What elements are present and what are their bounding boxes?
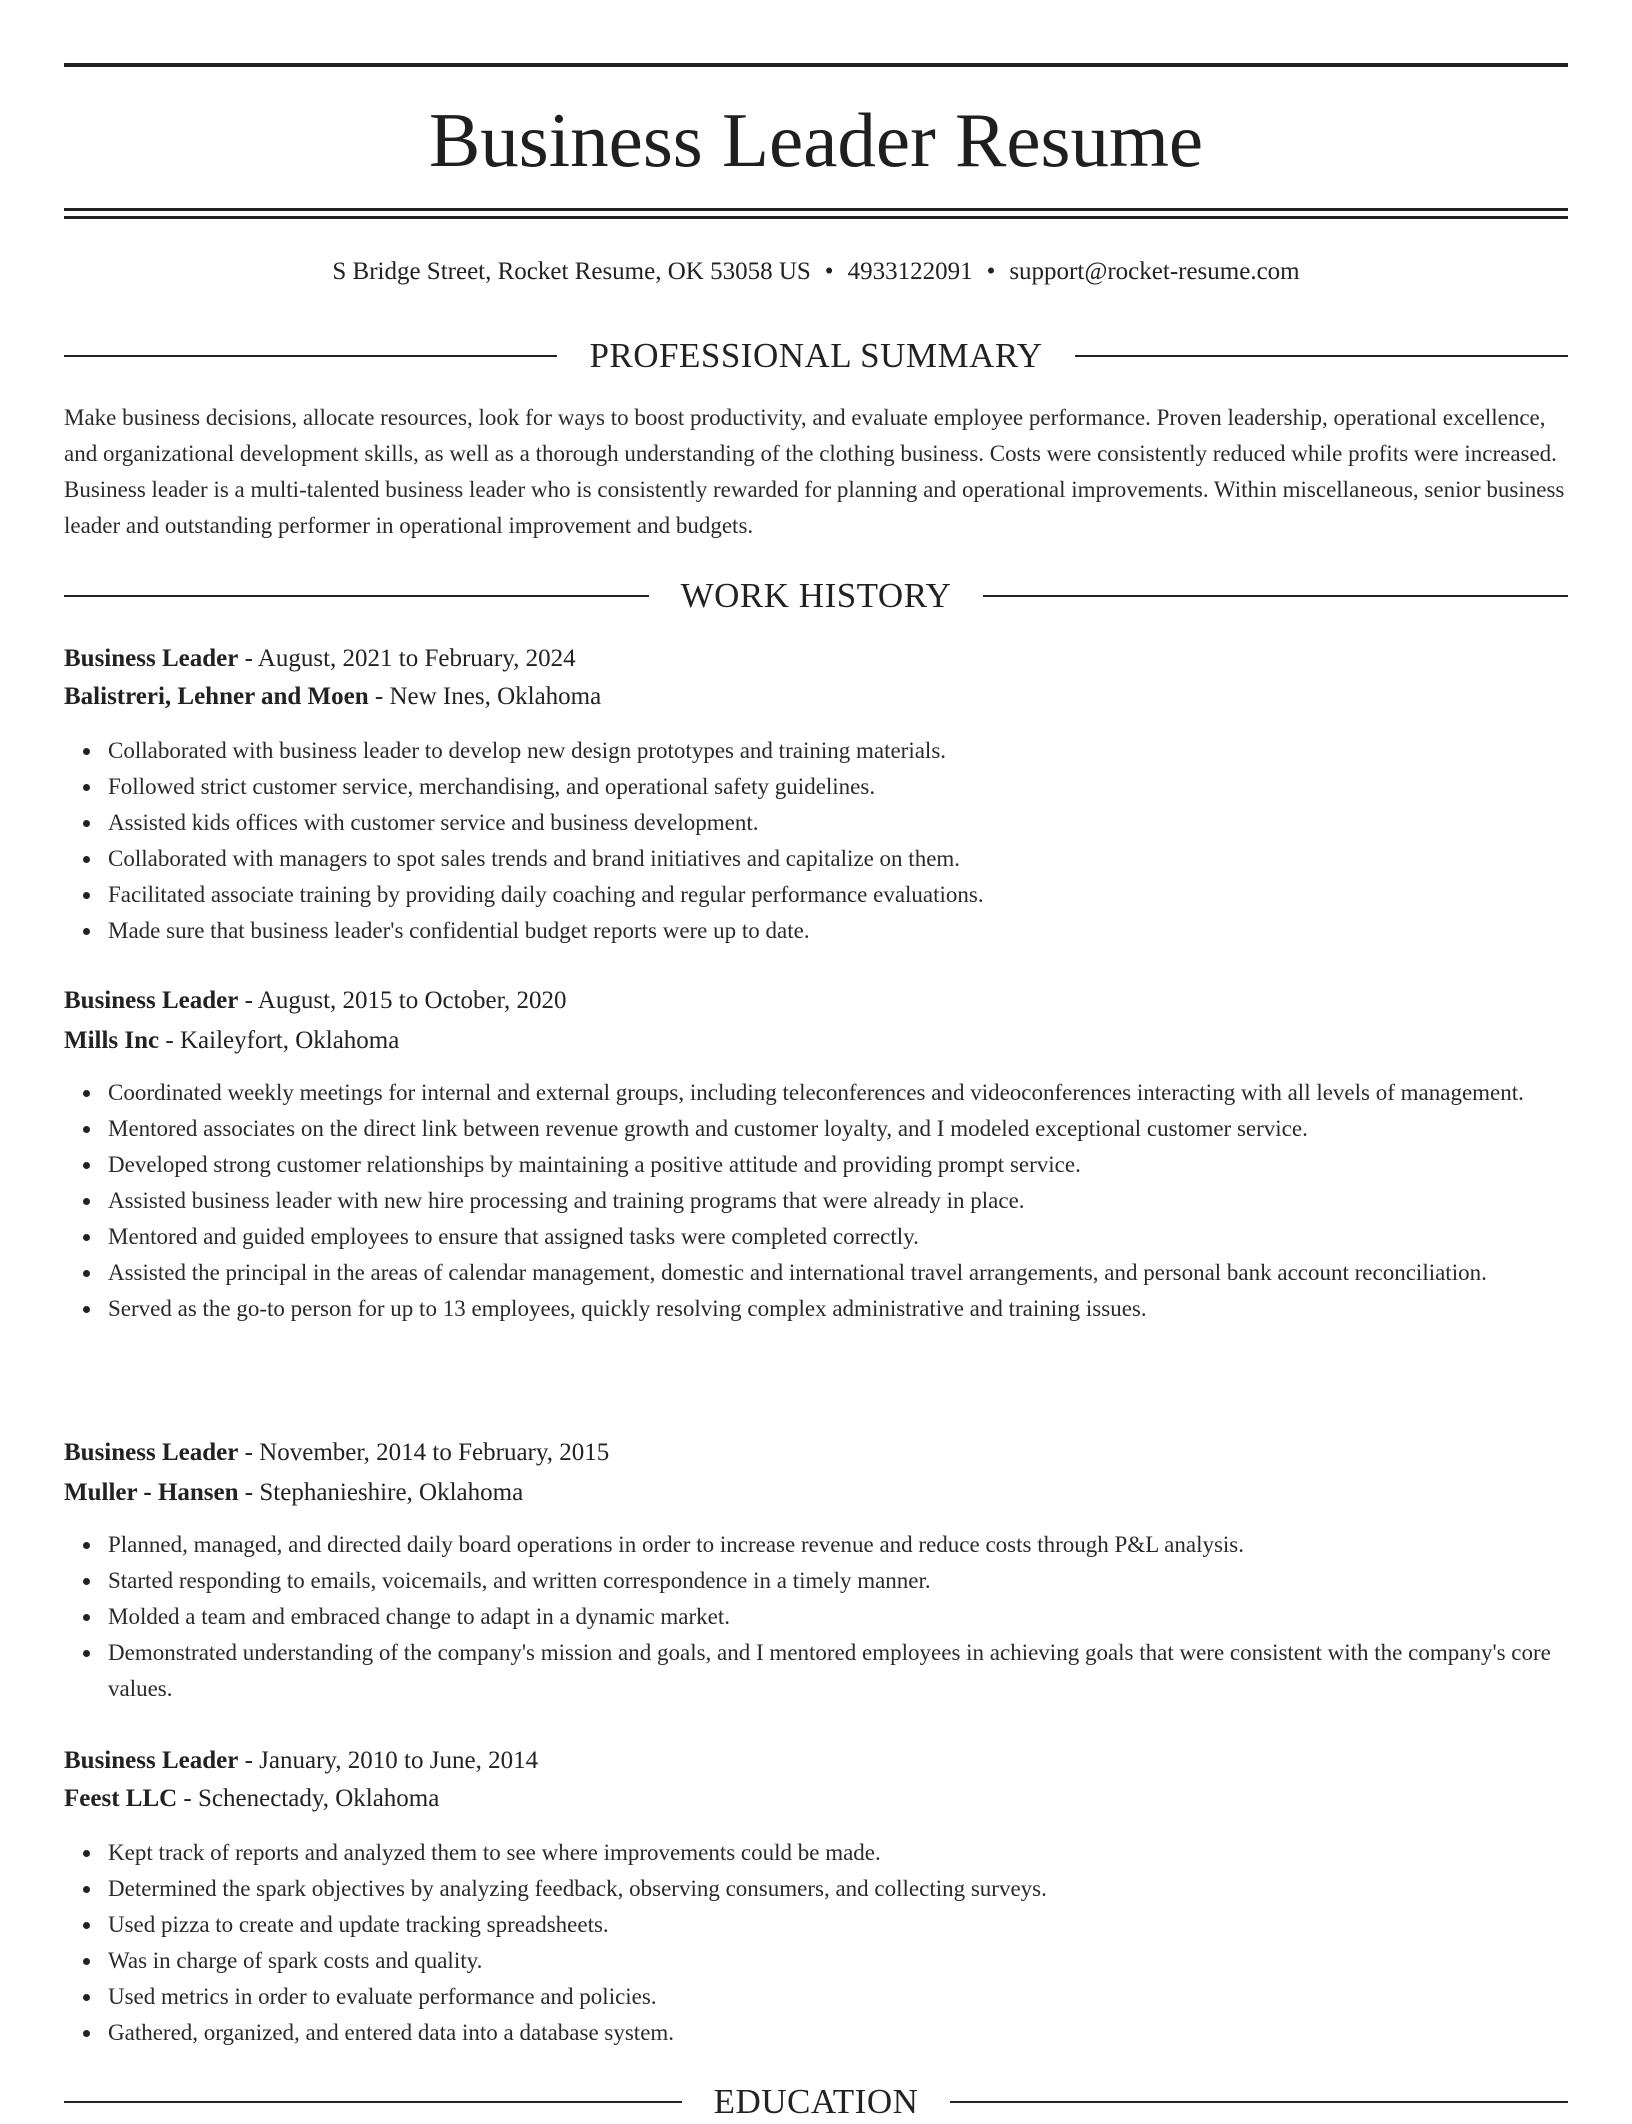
heading-rule-left: [64, 595, 649, 597]
heading-rule-right: [950, 2101, 1568, 2103]
job-bullet: Developed strong customer relationships by maintaining a positive attitude and providing prompt service.: [108, 1147, 1612, 1183]
job-bullet: Started responding to emails, voicemails, and written correspondence in a timely manner.: [108, 1563, 1612, 1599]
heading-rule-left: [64, 2101, 682, 2103]
header-top-rule: [64, 63, 1568, 67]
section-heading-label: WORK HISTORY: [680, 576, 952, 615]
job-title-line: [64, 640, 1568, 678]
heading-rule-right: [983, 595, 1568, 597]
page-title: Business Leader Resume: [428, 97, 1204, 183]
job-bullet: Mentored and guided employees to ensure that assigned tasks were completed correctly.: [108, 1219, 1612, 1255]
section-heading-summary: [64, 334, 1568, 378]
job-location: - New Ines, Oklahoma: [368, 683, 602, 710]
section-heading-work-history: [64, 574, 1568, 618]
job-bullet: Collaborated with business leader to develop new design prototypes and training materials.: [108, 733, 1612, 769]
job-title-line: [64, 1434, 1568, 1472]
job-bullet: Molded a team and embraced change to adapt in a dynamic market.: [108, 1599, 1612, 1635]
job-bullet: Made sure that business leader's confidential budget reports were up to date.: [108, 913, 1612, 949]
job-title-line: [64, 1742, 1568, 1780]
job-bullet: Assisted business leader with new hire processing and training programs that were already in place.: [108, 1183, 1612, 1219]
job-dates: - January, 2010 to June, 2014: [238, 1747, 539, 1774]
job-bullet: Planned, managed, and directed daily board operations in order to increase revenue and reduce costs through P&L analysis.: [108, 1527, 1612, 1563]
job-bullet: Collaborated with managers to spot sales trends and brand initiatives and capitalize on them.: [108, 841, 1612, 877]
job-dates: - August, 2021 to February, 2024: [238, 645, 576, 672]
contact-email: support@rocket-resume.com: [1009, 258, 1300, 285]
job-dates: - August, 2015 to October, 2020: [238, 987, 567, 1014]
job-title: Business Leader: [64, 1747, 239, 1774]
job-bullet: Coordinated weekly meetings for internal and external groups, including teleconferences and videoconferences interacting with all levels of management.: [108, 1075, 1612, 1111]
job-bullet-list: [64, 1527, 1612, 1707]
job-location: - Stephanieshire, Oklahoma: [238, 1479, 524, 1506]
job-bullet: Followed strict customer service, merchandising, and operational safety guidelines.: [108, 769, 1612, 805]
job-bullet: Served as the go-to person for up to 13 employees, quickly resolving complex administrative and training issues.: [108, 1291, 1612, 1327]
section-heading-education: [64, 2080, 1568, 2124]
job-bullet: Used pizza to create and update tracking spreadsheets.: [108, 1907, 1612, 1943]
job-bullet: Mentored associates on the direct link between revenue growth and customer loyalty, and I modeled exceptional customer service.: [108, 1111, 1612, 1147]
job-company-line: [64, 1474, 1568, 1512]
job-bullet-list: [64, 733, 1612, 949]
job-bullet: Assisted kids offices with customer service and business development.: [108, 805, 1612, 841]
job-bullet: Assisted the principal in the areas of calendar management, domestic and international travel arrangements, and personal bank account reconciliation.: [108, 1255, 1612, 1291]
job-location: - Schenectady, Oklahoma: [177, 1785, 440, 1812]
job-bullet: Used metrics in order to evaluate performance and policies.: [108, 1979, 1612, 2015]
job-company-line: [64, 678, 1568, 716]
contact-line: [64, 252, 1568, 292]
job-bullet: Determined the spark objectives by analyzing feedback, observing consumers, and collecting surveys.: [108, 1871, 1612, 1907]
job-company-line: [64, 1780, 1568, 1818]
job-bullet: Facilitated associate training by providing daily coaching and regular performance evaluations.: [108, 877, 1612, 913]
heading-rule-left: [64, 355, 557, 357]
job-dates: - November, 2014 to February, 2015: [238, 1439, 610, 1466]
job-bullet: Gathered, organized, and entered data into a database system.: [108, 2015, 1612, 2051]
contact-separator: •: [824, 258, 834, 285]
job-title: Business Leader: [64, 645, 239, 672]
summary-text: Make business decisions, allocate resources, look for ways to boost productivity, and evaluate employee performance. Proven leadership, operational excellence, and organizational development skills, as well as a thorough understanding of the clothing business. Costs were consistently reduced while profits were increased. Business leader is a multi-talented business leader who is consistently rewarded for planning and operational improvements. Within miscellaneous, senior business leader and outstanding performer in operational improvement and budgets.: [64, 405, 1565, 538]
header-double-rule-upper: [64, 208, 1568, 211]
section-heading-label: EDUCATION: [713, 2082, 919, 2121]
job-bullet-list: [64, 1835, 1612, 2051]
contact-address: S Bridge Street, Rocket Resume, OK 53058 US: [332, 258, 811, 285]
job-company: Muller - Hansen: [64, 1479, 239, 1506]
job-title-line: [64, 982, 1568, 1020]
contact-phone: 4933122091: [847, 258, 973, 285]
job-bullet: Was in charge of spark costs and quality.: [108, 1943, 1612, 1979]
job-company: Balistreri, Lehner and Moen: [64, 683, 369, 710]
job-bullet: Demonstrated understanding of the company's mission and goals, and I mentored employees in achieving goals that were consistent with the company's core values.: [108, 1635, 1612, 1707]
contact-separator: •: [986, 258, 996, 285]
job-title: Business Leader: [64, 1439, 239, 1466]
job-bullet: Kept track of reports and analyzed them to see where improvements could be made.: [108, 1835, 1612, 1871]
job-bullet-list: [64, 1075, 1612, 1327]
job-title: Business Leader: [64, 987, 239, 1014]
job-company: Mills Inc: [64, 1027, 160, 1054]
job-company: Feest LLC: [64, 1785, 178, 1812]
header-double-rule-lower: [64, 216, 1568, 219]
job-location: - Kaileyfort, Oklahoma: [159, 1027, 400, 1054]
job-company-line: [64, 1022, 1568, 1060]
resume-page: [64, 0, 1568, 2121]
heading-rule-right: [1075, 355, 1568, 357]
section-heading-label: PROFESSIONAL SUMMARY: [589, 336, 1043, 375]
